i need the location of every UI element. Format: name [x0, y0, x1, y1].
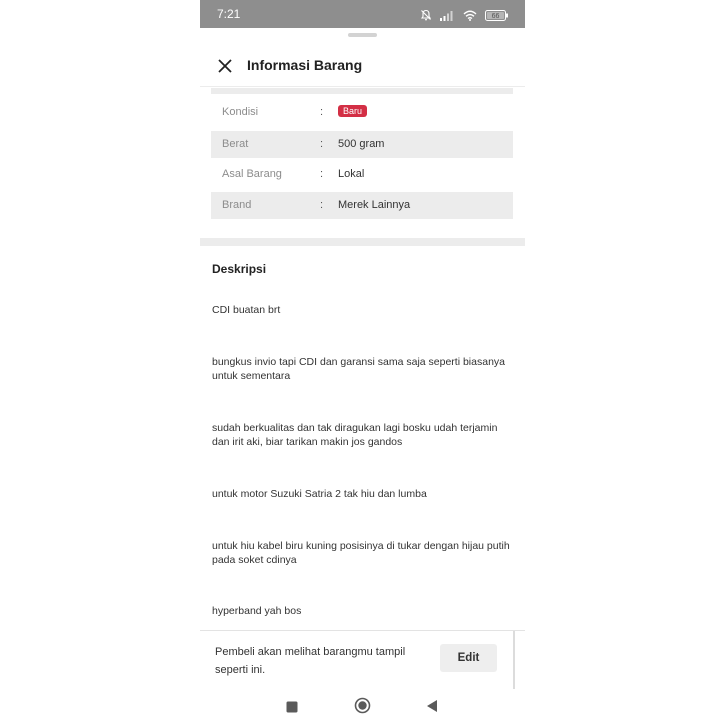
system-nav-bar — [200, 690, 525, 726]
preview-footer — [200, 630, 525, 690]
description-paragraph: untuk hiu kabel biru kuning posisinya di tukar dengan hijau putih pada soket cdinya — [212, 540, 510, 566]
spec-row-kondisi — [211, 99, 513, 126]
spec-row-brand — [211, 192, 513, 219]
signal-icon — [440, 8, 454, 26]
spec-value: Merek Lainnya — [338, 199, 411, 211]
battery-icon — [485, 8, 509, 26]
spec-label: Kondisi — [222, 106, 259, 118]
drag-handle[interactable] — [348, 33, 377, 37]
spec-colon: : — [320, 138, 324, 150]
spec-colon: : — [320, 168, 324, 180]
edit-button[interactable]: Edit — [440, 644, 497, 672]
spec-value: 500 gram — [338, 138, 385, 150]
status-icons — [416, 8, 509, 20]
footer-info-text: Pembeli akan melihat barangmu tampil seperti ini. — [215, 646, 406, 676]
spec-value: Lokal — [338, 168, 365, 180]
spec-label: Brand — [222, 199, 252, 211]
phone-screen — [200, 0, 525, 726]
description-title: Deskripsi — [212, 262, 267, 276]
back-icon[interactable] — [426, 699, 438, 718]
battery-level: 66 — [491, 13, 500, 20]
wifi-icon — [463, 8, 477, 26]
scrollbar[interactable] — [513, 631, 515, 689]
sheet-header — [200, 46, 525, 87]
spec-row-berat — [211, 131, 513, 158]
home-icon[interactable] — [354, 697, 371, 719]
description-paragraph: untuk motor Suzuki Satria 2 tak hiu dan lumba — [212, 488, 427, 500]
description-paragraph: sudah berkualitas dan tak diragukan lagi bosku udah terjamin dan irit aki, biar tarikan makin jos gandos — [212, 422, 498, 448]
spec-colon: : — [320, 106, 324, 118]
spec-row-asal-barang — [211, 161, 513, 188]
spec-label: Asal Barang — [222, 168, 282, 180]
description-paragraph: hyperband yah bos — [212, 605, 302, 617]
description-paragraph: CDI buatan brt — [212, 304, 281, 316]
section-divider — [200, 238, 525, 246]
recent-apps-icon[interactable] — [286, 700, 298, 718]
condition-badge: Baru — [338, 105, 367, 117]
page-title: Informasi Barang — [247, 57, 363, 73]
mute-icon — [420, 8, 432, 26]
spec-table-top — [211, 88, 513, 94]
bottom-sheet — [200, 28, 525, 690]
close-icon[interactable] — [216, 57, 234, 75]
spec-colon: : — [320, 199, 324, 211]
spec-label: Berat — [222, 138, 249, 150]
status-time: 7:21 — [217, 7, 241, 21]
status-bar — [200, 0, 525, 28]
description-paragraph: bungkus invio tapi CDI dan garansi sama saja seperti biasanya untuk sementara — [212, 356, 506, 382]
